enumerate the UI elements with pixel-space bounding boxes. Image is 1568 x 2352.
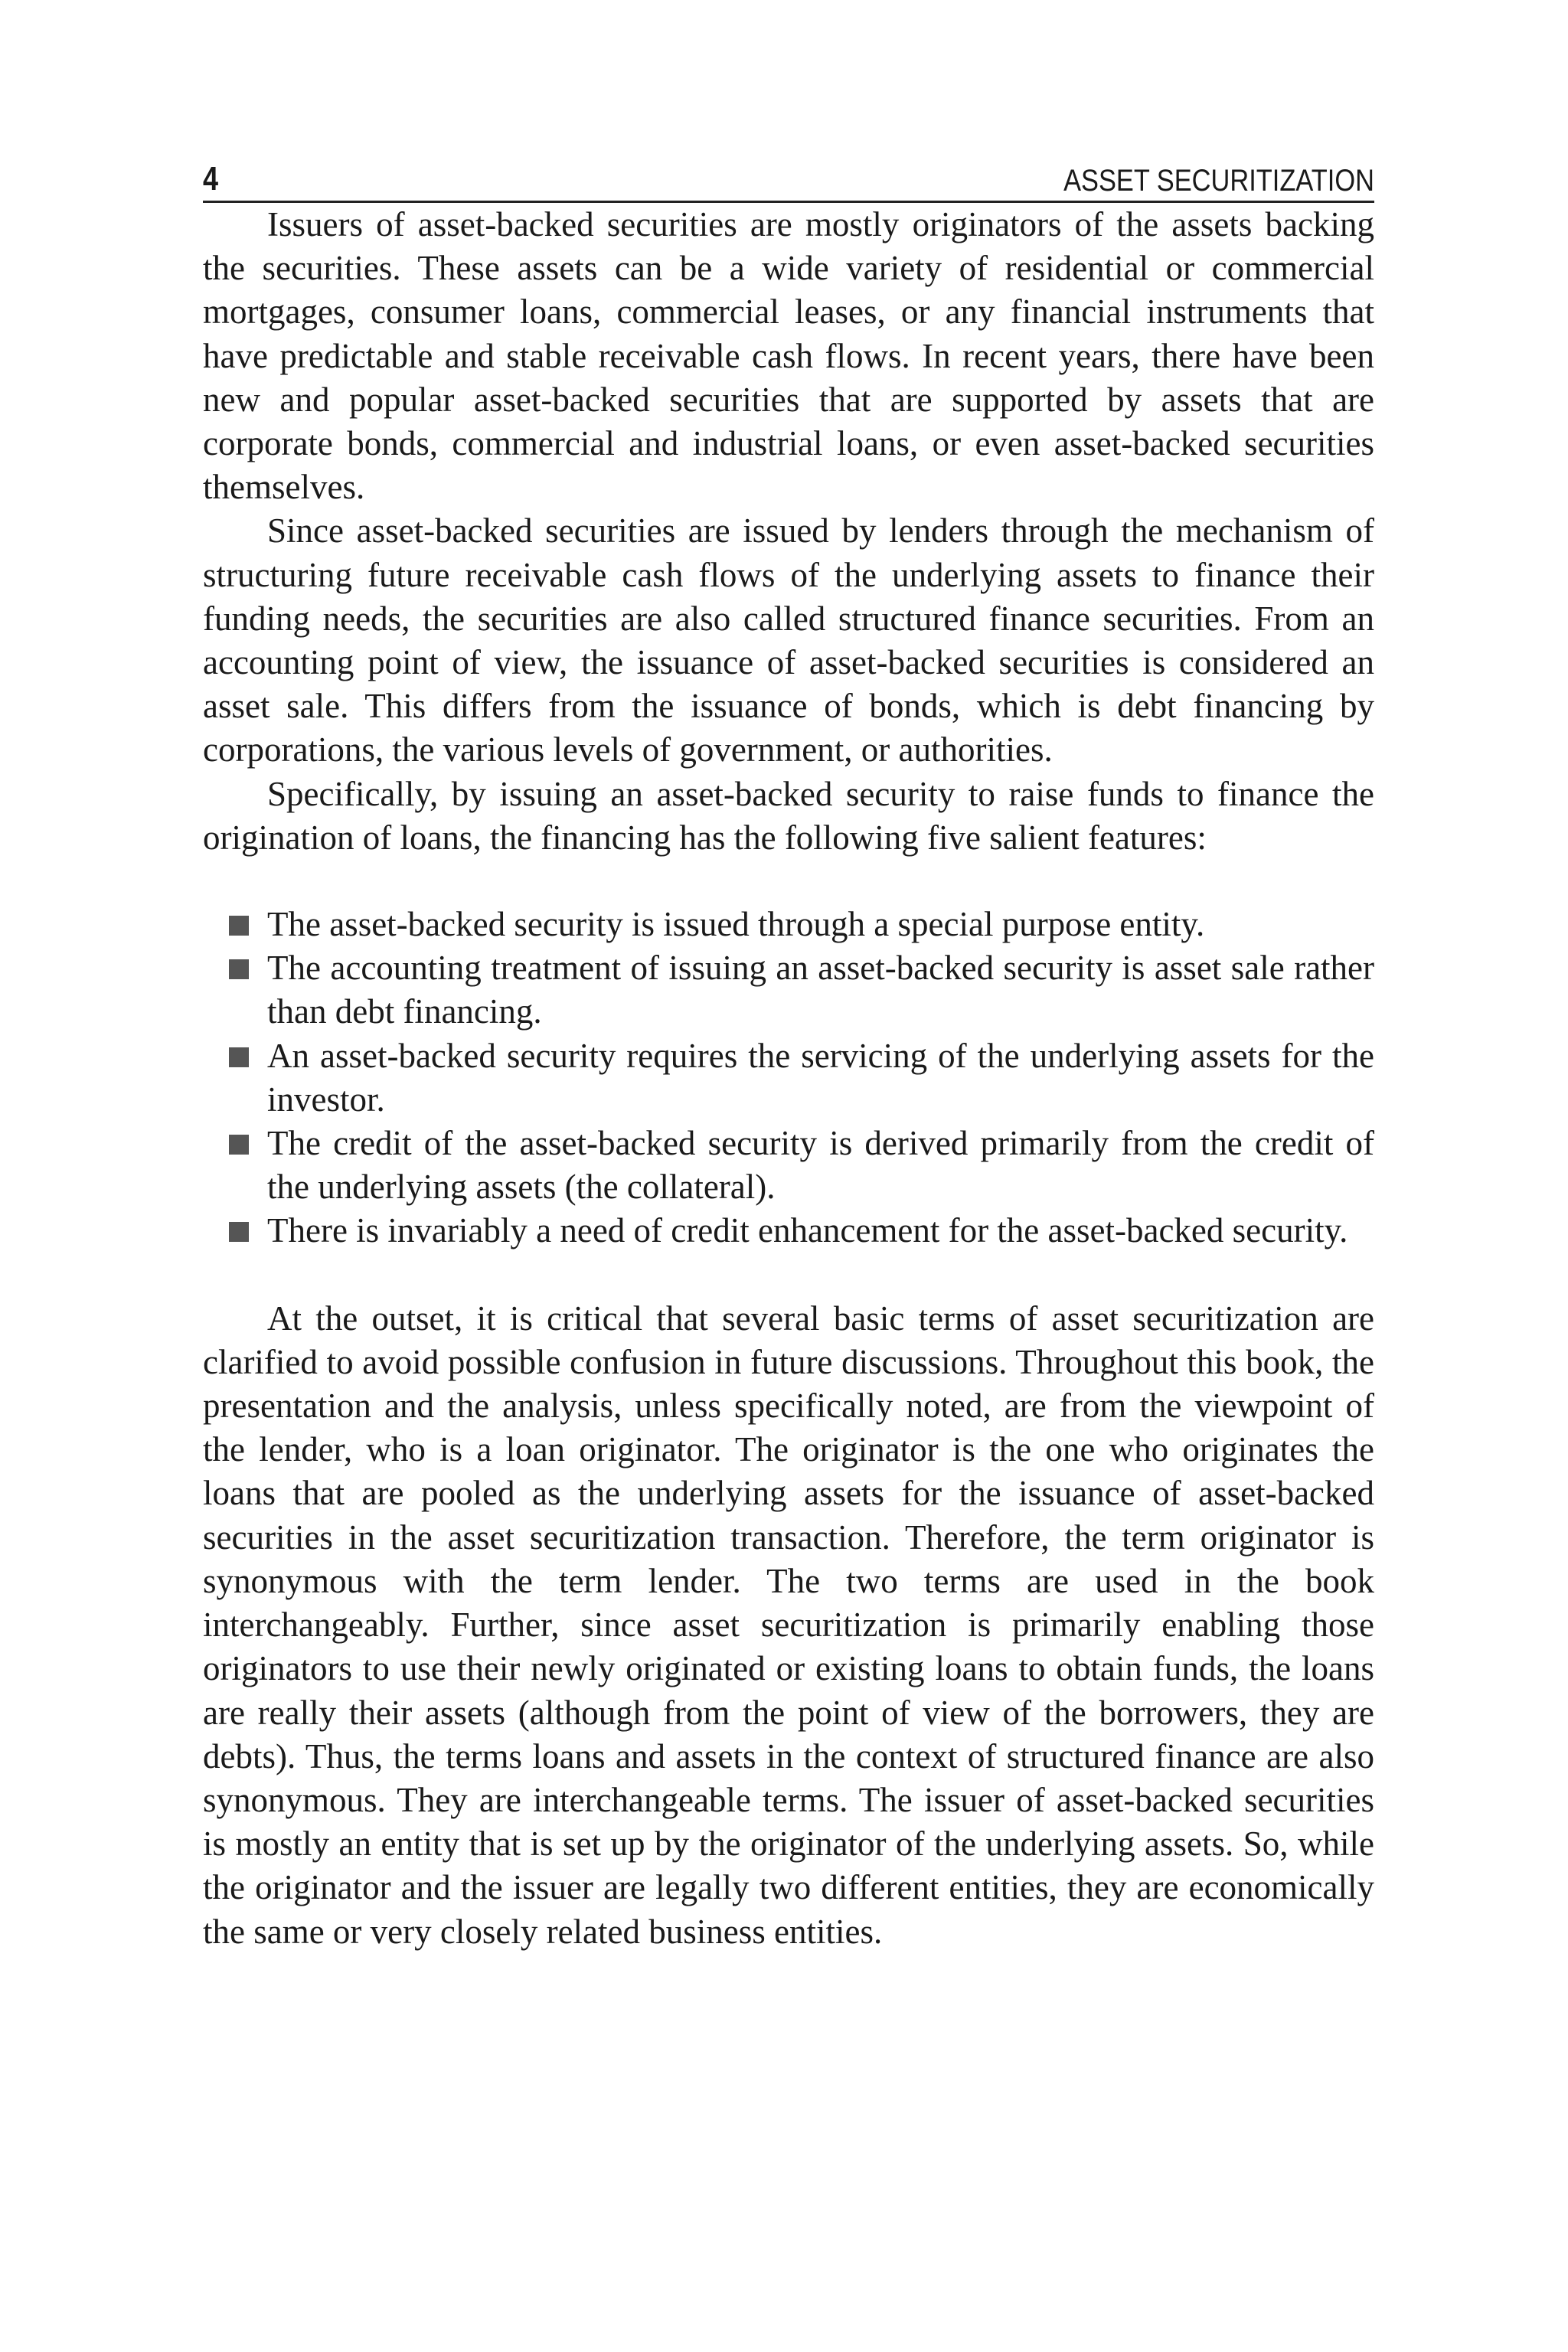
paragraph-1: Issuers of asset-backed securities are mostly originators of the assets backing the securities. These assets can be a wide variety of residential or commercial mortgages, consumer loans, commercial leases, or any financial instruments that have predictable and stable receivable cash flows. In recent years, there have been new and popular asset-backed securities that are supported by assets that are corporate bonds, commercial and industrial loans, or even asset-backed securities themselves. xyxy=(203,205,1374,507)
book-page xyxy=(203,153,1374,1954)
square-bullet-icon xyxy=(229,916,249,936)
square-bullet-icon xyxy=(229,1222,249,1242)
square-bullet-icon xyxy=(229,1047,249,1067)
list-item-text: There is invariably a need of credit enhancement for the asset-backed security. xyxy=(267,1211,1348,1250)
list-item xyxy=(203,1034,1374,1122)
list-item xyxy=(203,903,1374,946)
list-item-text: The asset-backed security is issued through a special purpose entity. xyxy=(267,905,1205,944)
running-title: ASSET SECURITIZATION xyxy=(1063,164,1374,198)
running-header xyxy=(203,153,1374,203)
square-bullet-icon xyxy=(229,1135,249,1155)
page-number: 4 xyxy=(203,160,219,198)
body-text xyxy=(203,203,1374,1954)
square-bullet-icon xyxy=(229,959,249,979)
list-item xyxy=(203,946,1374,1034)
paragraph-3: Specifically, by issuing an asset-backed security to raise funds to finance the origination of loans, the financing has the following five salient features: xyxy=(203,774,1374,857)
paragraph-4: At the outset, it is critical that several basic terms of asset securitization are clarified to avoid possible confusion in future discussions. Throughout this book, the presentation and the analysis, unless specifically noted, are from the viewpoint of the lender, who is a loan originator. The originator is the one who originates the loans that are pooled as the underlying assets for the issuance of asset-backed securities in the asset securitization transaction. Therefore, the term originator is synonymous with the term lender. The two terms are used in the book interchangeably. Further, since asset securitization is primarily enabling those originators to use their newly originated or existing loans to obtain funds, the loans are really their assets (although from the point of view of the borrowers, they are debts). Thus, the terms loans and assets in the context of structured finance are also synonymous. They are interchangeable terms. The issuer of asset-backed securities is mostly an entity that is set up by the originator of the underlying assets. So, while the originator and the issuer are legally two different entities, they are economically the same or very closely related business entities. xyxy=(203,1298,1374,1951)
list-item xyxy=(203,1209,1374,1253)
paragraph-2: Since asset-backed securities are issued by lenders through the mechanism of structuring future receivable cash flows of the underlying assets to finance their funding needs, the securities are also called structured finance securities. From an accounting point of view, the issuance of asset-backed securities is considered an asset sale. This differs from the issuance of bonds, which is debt financing by corporations, the various levels of government, or authorities. xyxy=(203,511,1374,769)
feature-list xyxy=(203,903,1374,1253)
list-item-text: The credit of the asset-backed security is derived primarily from the credit of the underlying assets (the collateral). xyxy=(267,1124,1374,1207)
list-item xyxy=(203,1122,1374,1209)
list-item-text: An asset-backed security requires the servicing of the underlying assets for the investor. xyxy=(267,1036,1374,1119)
list-item-text: The accounting treatment of issuing an asset-backed security is asset sale rather than debt financing. xyxy=(267,949,1374,1031)
